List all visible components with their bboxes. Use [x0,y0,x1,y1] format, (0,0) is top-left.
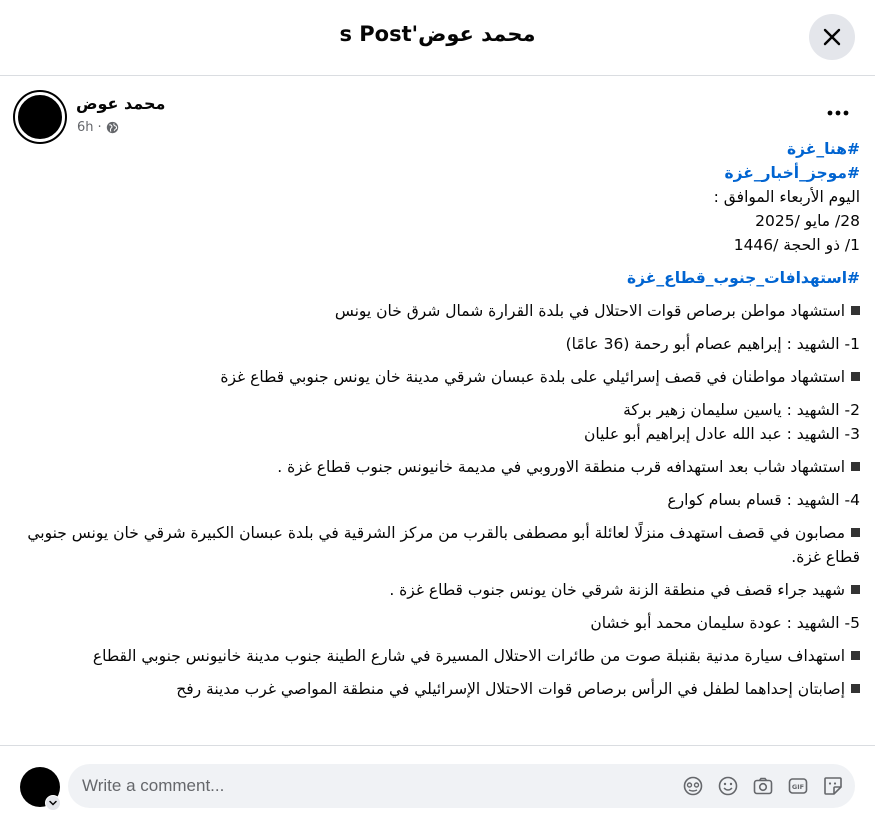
avatar-sticker-icon [682,775,704,797]
dialog-title: s Post'محمد عوض [339,22,536,46]
comment-box [68,764,855,808]
bullet-square-icon [851,651,860,660]
news-item: استشهاد شاب بعد استهدافه قرب منطقة الاوروبي في مديمة خانيونس جنوب قطاع غزة . [12,455,860,479]
bullet-square-icon [851,684,860,693]
news-item: مصابون في قصف استهدف منزلًا لعائلة أبو مصطفى بالقرب من مركز الشرقية في بلدة عبسان الكبيرة شرقي خان يونس جنوبي قطاع غزة. [27,524,860,566]
date-line: 1/ ذو الحجة /1446 [733,236,860,254]
post-time[interactable]: 6h [77,120,94,135]
svg-text:GIF: GIF [791,783,805,791]
comment-tools [681,774,845,798]
bullet-square-icon [851,372,860,381]
post-content [12,137,860,701]
globe-icon [106,121,119,134]
bullet-square-icon [851,306,860,315]
emoji-button[interactable] [716,774,740,798]
photo-button[interactable] [751,774,775,798]
news-item: 3- الشهيد : عبد الله عادل إبراهيم أبو عليان [583,425,860,443]
close-button[interactable] [809,14,855,60]
bullet-square-icon [851,585,860,594]
bullet-square-icon [851,528,860,537]
date-line: اليوم الأربعاء الموافق : [713,188,860,206]
news-item: شهيد جراء قصف في منطقة الزنة شرقي خان يونس جنوب قطاع غزة . [12,578,860,602]
comment-composer [0,745,875,832]
gif-icon [787,775,809,797]
sticker-button[interactable] [821,774,845,798]
hashtag-link[interactable]: #هنا_غزة [786,140,860,158]
close-icon [822,27,842,47]
news-item: استهداف سيارة مدنية بقنبلة صوت من طائرات الاحتلال المسيرة في شارع الطينة جنوب مدينة خانيونس جنوبي القطاع [12,644,860,668]
post-scroll-area[interactable] [0,77,875,745]
avatar-sticker-button[interactable] [681,774,705,798]
camera-icon [752,775,774,797]
news-item: 4- الشهيد : قسام بسام كوارع [667,491,860,509]
author-name[interactable]: محمد عوض [76,94,166,113]
more-horizontal-icon [826,110,850,116]
hashtag-link[interactable]: #موجز_أخبار_غزة [724,164,860,182]
news-item: استشهاد مواطنان في قصف إسرائيلي على بلدة عبسان شرقي مدينة خان يونس جنوبي قطاع غزة [12,365,860,389]
dialog-header [0,0,875,76]
more-options-button[interactable] [822,101,854,125]
chevron-down-icon [48,798,58,808]
date-line: 28/ مايو /2025 [755,212,860,230]
emoji-icon [717,775,739,797]
news-item: 5- الشهيد : عودة سليمان محمد أبو خشان [590,614,860,632]
gif-button[interactable] [786,774,810,798]
post-meta: 6h · [77,120,119,135]
comment-input[interactable] [82,764,662,808]
profile-switch-button[interactable] [45,795,61,811]
sticker-icon [822,775,844,797]
news-item: 2- الشهيد : ياسين سليمان زهير بركة [623,401,860,419]
bullet-square-icon [851,462,860,471]
news-item: 1- الشهيد : إبراهيم عصام أبو رحمة (36 عامًا) [565,335,860,353]
hashtag-link[interactable]: #استهدافات_جنوب_قطاع_غزة [627,269,860,287]
author-avatar[interactable] [15,92,65,142]
news-item: إصابتان إحداهما لطفل في الرأس برصاص قوات الاحتلال الإسرائيلي في منطقة المواصي غرب مدينة رفح [12,677,860,701]
news-item: استشهاد مواطن برصاص قوات الاحتلال في بلدة القرارة شمال شرق خان يونس [12,299,860,323]
